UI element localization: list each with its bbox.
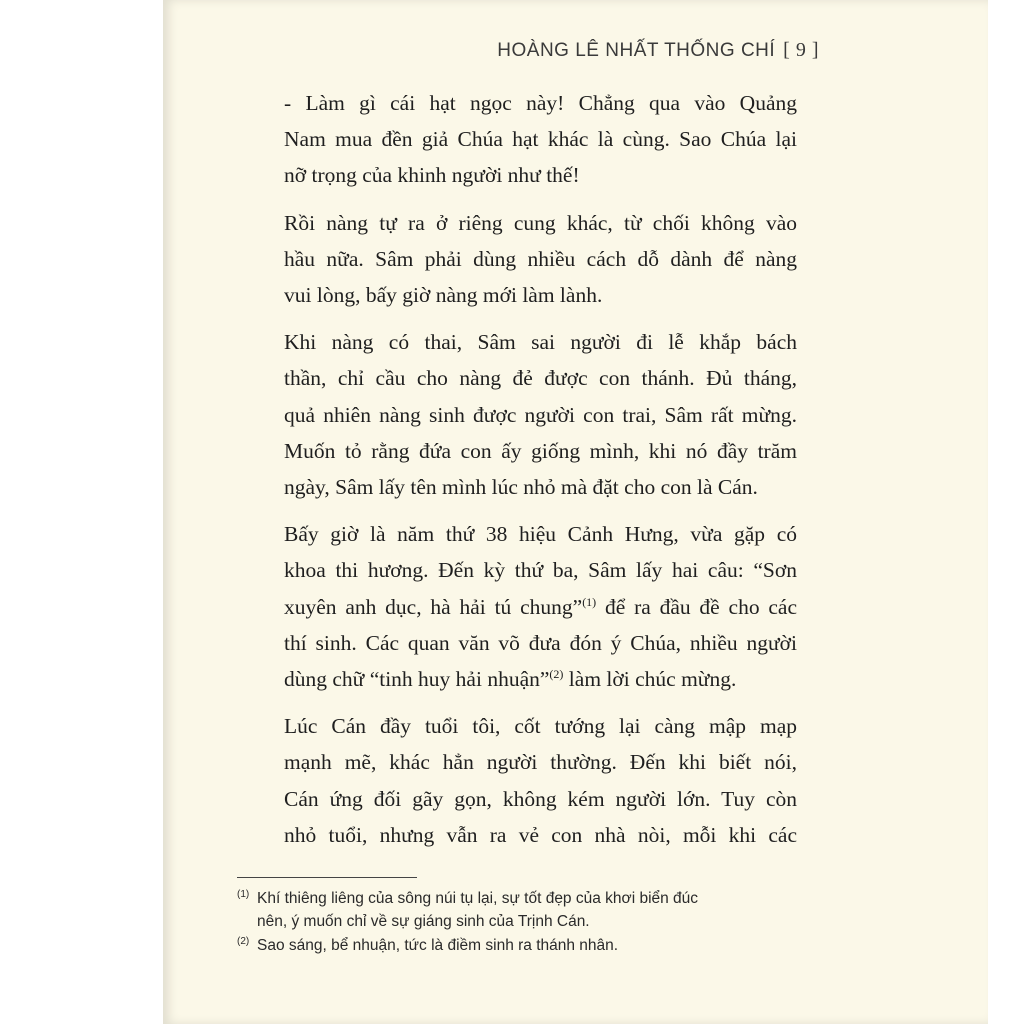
footnote-divider xyxy=(237,877,417,878)
text-line xyxy=(237,661,797,697)
footnote-ref-1[interactable]: (1) xyxy=(582,594,597,609)
text-line: Cán ứng đối gãy gọn, không kém người lớn. Tuy còn xyxy=(284,786,797,811)
text-line: Lúc Cán đầy tuổi tôi, cốt tướng lại càng mập mạp xyxy=(284,714,797,739)
text-line: nhỏ tuổi, nhưng vẫn ra vẻ con nhà nòi, mỗi khi các xyxy=(284,822,797,847)
text-line: vui lòng, bấy giờ nàng mới làm lành. xyxy=(284,283,603,308)
paragraph-3 xyxy=(237,324,797,505)
text-segment: để ra đầu đề cho các xyxy=(596,594,797,619)
body-text xyxy=(237,85,797,864)
text-segment: dùng chữ “tinh huy hải nhuận” xyxy=(284,667,550,692)
text-line xyxy=(237,589,797,625)
text-segment: làm lời chúc mừng. xyxy=(563,667,737,692)
text-line: - Làm gì cái hạt ngọc này! Chẳng qua vào Quảng xyxy=(284,91,797,115)
footnote-line: Khí thiêng liêng của sông núi tụ lại, sự tốt đẹp của khơi biển đúc xyxy=(257,890,699,907)
text-line: thần, chỉ cầu cho nàng đẻ được con thánh. Đủ tháng, xyxy=(284,366,797,391)
page-number: [ 9 ] xyxy=(783,39,819,61)
text-segment: xuyên anh dục, hà hải tú chung” xyxy=(284,594,583,619)
text-line: ngày, Sâm lấy tên mình lúc nhỏ mà đặt cho con là Cán. xyxy=(284,475,758,500)
text-line: quả nhiên nàng sinh được người con trai, Sâm rất mừng. xyxy=(284,402,797,427)
footnote-2 xyxy=(237,935,797,958)
paragraph-2 xyxy=(237,205,797,314)
text-line: mạnh mẽ, khác hẳn người thường. Đến khi biết nói, xyxy=(284,750,797,775)
footnotes xyxy=(237,888,797,960)
text-line: hầu nữa. Sâm phải dùng nhiều cách dỗ dành để nàng xyxy=(284,246,797,271)
footnote-mark: (1) xyxy=(237,889,250,900)
footnote-1 xyxy=(237,888,797,933)
text-line: Muốn tỏ rằng đứa con ấy giống mình, khi nó đầy trăm xyxy=(284,438,797,463)
text-line: khoa thi hương. Đến kỳ thứ ba, Sâm lấy hai câu: “Sơn xyxy=(284,558,797,583)
text-line: Khi nàng có thai, Sâm sai người đi lễ khắp bách xyxy=(284,330,797,355)
text-line: nỡ trọng của khinh người như thế! xyxy=(284,163,580,188)
running-header xyxy=(497,39,819,62)
footnote-mark: (2) xyxy=(237,936,250,947)
paragraph-1 xyxy=(237,85,797,194)
footnote-ref-2[interactable]: (2) xyxy=(549,666,564,681)
paragraph-4 xyxy=(237,516,797,697)
paragraph-5 xyxy=(237,708,797,853)
text-line: Rồi nàng tự ra ở riêng cung khác, từ chối không vào xyxy=(284,210,797,235)
text-line: Bấy giờ là năm thứ 38 hiệu Cảnh Hưng, vừa gặp có xyxy=(284,522,797,547)
book-title: HOÀNG LÊ NHẤT THỐNG CHÍ xyxy=(497,40,776,61)
footnote-line: nên, ý muốn chỉ về sự giáng sinh của Trịnh Cán. xyxy=(257,912,590,930)
text-line: thí sinh. Các quan văn võ đưa đón ý Chúa, nhiều người xyxy=(284,630,797,655)
footnote-line: Sao sáng, bể nhuận, tức là điềm sinh ra thánh nhân. xyxy=(257,937,619,954)
text-line: Nam mua đền giả Chúa hạt khác là cùng. Sao Chúa lại xyxy=(284,127,797,152)
